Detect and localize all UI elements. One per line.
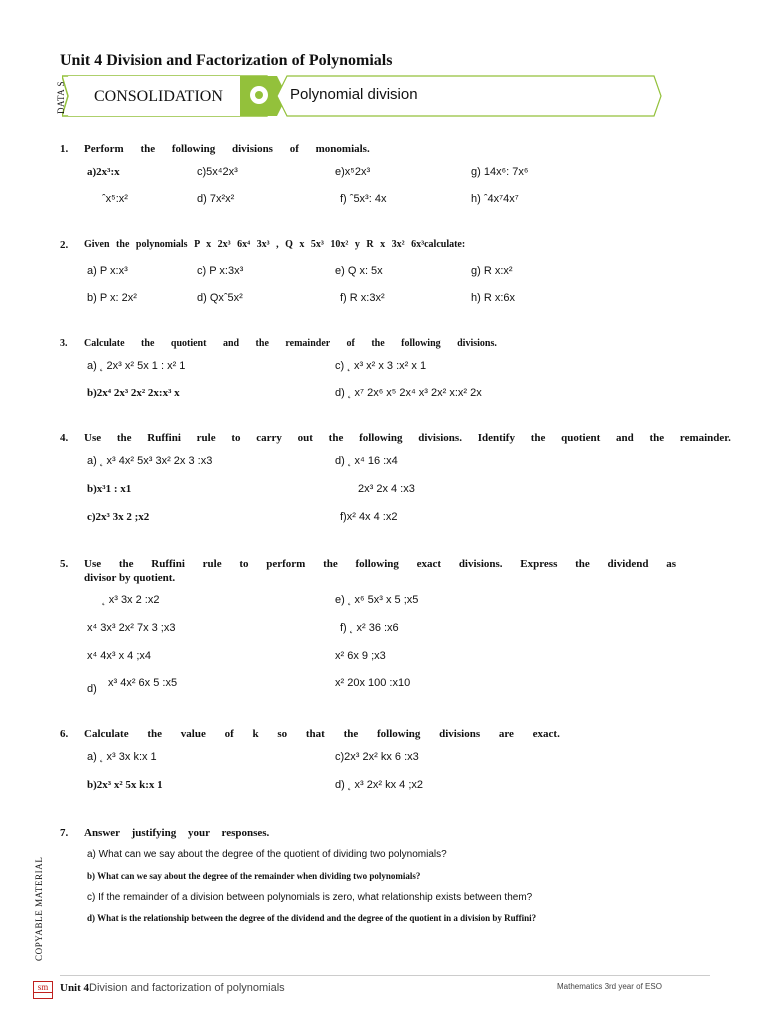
footer-unit-number: Unit 4 <box>60 982 90 994</box>
q1-item-b: ˆx⁵:x² <box>102 193 128 205</box>
footer-unit <box>60 982 285 994</box>
q4-item-b: b)x³1 : x1 <box>87 483 132 495</box>
q5-item-f: f) ˛ x² 36 :x6 <box>340 622 399 634</box>
q3-number: 3. <box>60 338 68 349</box>
q5-item-a: ˛ x³ 3x 2 :x2 <box>102 594 160 606</box>
q7-item-b: b) What can we say about the degree of the remainder when dividing two polynomials? <box>87 871 421 881</box>
q2-item-b: b) P x: 2x² <box>87 292 137 304</box>
q1-item-h: h) ˆ4x⁷4x⁷ <box>471 193 519 205</box>
q3-item-d: d) ˛ x⁷ 2x⁶ x⁵ 2x⁴ x³ 2x² x:x² 2x <box>335 387 482 399</box>
q2-text: Given the polynomials P x 2x³ 6x⁴ 3x³ , Q x 5x³ 10x² y R x 3x² 6x³calculate: <box>84 239 466 250</box>
sm-logo-text: sm <box>34 982 52 993</box>
q5-item-c: x⁴ 4x³ x 4 ;x4 <box>87 650 152 662</box>
q1-item-a: a)2x³:x <box>87 166 120 178</box>
q6-item-b: b)2x³ x² 5x k:x 1 <box>87 779 163 791</box>
q5-number: 5. <box>60 558 69 570</box>
copyable-material-label: COPYABLE MATERIAL <box>34 856 44 962</box>
q7-text: Answer justifying your responses. <box>84 827 270 839</box>
q2-item-d: d) Qxˆ5x² <box>197 292 243 304</box>
q3-item-b: b)2x⁴ 2x³ 2x² 2x:x³ x <box>87 387 180 399</box>
gear-icon <box>250 86 268 104</box>
unit-title: Unit 4 Division and Factorization of Polynomials <box>60 52 393 69</box>
q5-text-2: divisor by quotient. <box>84 572 176 584</box>
q7-item-d: d) What is the relationship between the degree of the dividend and the degree of the quotient in a division by Ruffini? <box>87 913 537 923</box>
q1-item-g: g) 14x⁶: 7x⁶ <box>471 166 529 178</box>
q6-item-a: a) ˛ x³ 3x k:x 1 <box>87 751 157 763</box>
q4-text: Use the Ruffini rule to carry out the following divisions. Identify the quotient and the remainder. <box>84 432 731 444</box>
q2-item-e: e) Q x: 5x <box>335 265 383 277</box>
q4-item-d: d) ˛ x⁴ 16 :x4 <box>335 455 398 467</box>
q1-text <box>84 143 370 155</box>
q6-number: 6. <box>60 728 69 740</box>
q1-item-f: f) ˆ5x³: 4x <box>340 193 387 205</box>
q5-item-d-label: d) <box>87 683 97 695</box>
footer-divider <box>60 975 710 976</box>
q2-number: 2. <box>60 239 69 251</box>
footer-course: Mathematics 3rd year of ESO <box>557 982 662 991</box>
consolidation-label: CONSOLIDATION <box>94 88 223 105</box>
q5-item-h: x² 20x 100 :x10 <box>335 677 411 689</box>
q7-item-a: a) What can we say about the degree of the quotient of dividing two polynomials? <box>87 849 447 860</box>
q4-number: 4. <box>60 432 69 444</box>
q4-item-f: f)x² 4x 4 :x2 <box>340 511 398 523</box>
q2-item-h: h) R x:6x <box>471 292 516 304</box>
q2-item-f: f) R x:3x² <box>340 292 385 304</box>
q4-item-e: 2x³ 2x 4 :x3 <box>358 483 415 495</box>
sm-logo <box>33 981 53 999</box>
q2-item-g: g) R x:x² <box>471 265 513 277</box>
q2-item-c: c) P x:3x³ <box>197 265 244 277</box>
q2-item-a: a) P x:x³ <box>87 265 128 277</box>
q7-item-c: c) If the remainder of a division between polynomials is zero, what relationship exists between them? <box>87 892 533 903</box>
q5-item-b: x⁴ 3x³ 2x² 7x 3 ;x3 <box>87 622 176 634</box>
q7-number: 7. <box>60 827 69 839</box>
section-title: Polynomial division <box>290 86 418 103</box>
q1-item-c: c)5x⁴2x³ <box>197 166 238 178</box>
q1-number: 1. <box>60 143 69 155</box>
q1-item-d: d) 7x²x² <box>197 193 235 205</box>
q1-item-e: e)x⁵2x³ <box>335 166 371 178</box>
q6-item-d: d) ˛ x³ 2x² kx 4 ;x2 <box>335 779 424 791</box>
q5-item-d: x³ 4x² 6x 5 :x5 <box>108 677 178 689</box>
q5-item-g: x² 6x 9 ;x3 <box>335 650 386 662</box>
q3-item-c: c) ˛ x³ x² x 3 :x² x 1 <box>335 360 427 372</box>
q6-item-c: c)2x³ 2x² kx 6 :x3 <box>335 751 419 763</box>
q3-text: Calculate the quotient and the remainder of the following divisions. <box>84 338 497 349</box>
banner-side-label: DATA S <box>56 80 66 114</box>
footer-unit-title: Division and factorization of polynomials <box>89 982 285 994</box>
q5-item-e: e) ˛ x⁶ 5x³ x 5 ;x5 <box>335 594 419 606</box>
q6-text: Calculate the value of k so that the following divisions are exact. <box>84 728 560 740</box>
q4-item-c: c)2x³ 3x 2 ;x2 <box>87 511 150 523</box>
q3-item-a: a) ˛ 2x³ x² 5x 1 : x² 1 <box>87 360 186 372</box>
q4-item-a: a) ˛ x³ 4x² 5x³ 3x² 2x 3 :x3 <box>87 455 213 467</box>
q1-text-content: Perform the following divisions of monomials. <box>84 143 370 155</box>
q5-text: Use the Ruffini rule to perform the following exact divisions. Express the dividend as <box>84 558 677 570</box>
